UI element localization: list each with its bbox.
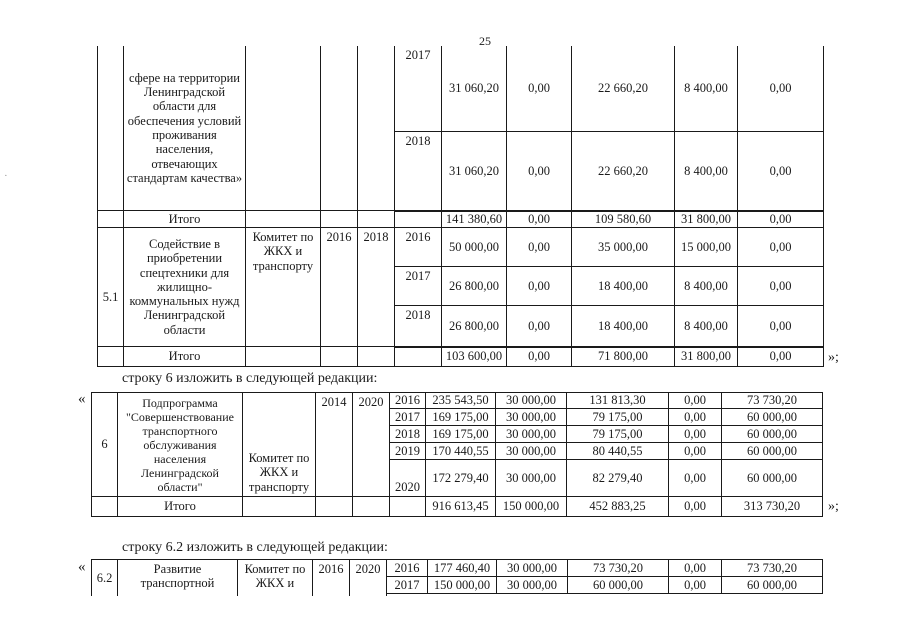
executor: Комитет по ЖКХ и транспорту [252, 230, 314, 273]
other-cell [721, 392, 823, 409]
start-year: 2016 [326, 230, 352, 244]
start-year: 2014 [321, 395, 347, 409]
executor-cell [237, 559, 313, 596]
itogo-federal: 150 000,00 [502, 499, 560, 514]
itogo-label-cell [117, 496, 243, 517]
federal-value: 30 000,00 [506, 426, 556, 441]
federal-value: 0,00 [528, 164, 550, 179]
itogo-regional: 109 580,60 [594, 211, 652, 226]
regional-value: 79 175,00 [592, 426, 643, 441]
year-cell [386, 559, 428, 577]
itogo-local: 0,00 [684, 499, 706, 514]
other-value: 60 000,00 [747, 409, 797, 424]
local-value: 15 000,00 [681, 239, 731, 254]
other-value: 0,00 [769, 81, 792, 96]
row-number: 6 [101, 437, 108, 452]
executor-cell [242, 496, 316, 517]
total-value: 150 000,00 [433, 577, 491, 592]
end-year: 2020 [358, 395, 384, 409]
total-cell [425, 392, 496, 409]
row-number: 6.2 [96, 570, 113, 585]
other-cell [721, 459, 823, 497]
local-cell [674, 305, 738, 348]
regional-value: 82 279,40 [592, 470, 643, 485]
itogo-regional: 71 800,00 [598, 349, 648, 364]
federal-value: 0,00 [528, 278, 550, 293]
regional-cell [566, 442, 669, 460]
total-value: 26 800,00 [449, 319, 499, 334]
page-number: 25 [479, 34, 491, 48]
local-cell [668, 392, 722, 409]
end-year-cell [357, 227, 395, 347]
executor-cell [242, 392, 316, 497]
federal-cell [506, 266, 572, 306]
itogo-local: 31 800,00 [681, 211, 731, 226]
other-value: 73 730,20 [747, 560, 797, 575]
local-value: 0,00 [684, 577, 706, 592]
other-cell [721, 408, 823, 426]
itogo-regional-cell [566, 496, 669, 517]
regional-value: 131 813,30 [589, 393, 646, 408]
measure-name: Подпрограмма "Совершенствование транспортного обслуживания населения Ленинградской области" [126, 395, 234, 494]
other-value: 60 000,00 [747, 443, 797, 458]
executor-cell [245, 346, 321, 367]
measure-name: Развитие транспортной [140, 562, 215, 591]
closing-quote: »; [828, 499, 839, 514]
other-value: 60 000,00 [747, 470, 797, 485]
total-cell [441, 266, 507, 306]
federal-value: 0,00 [528, 239, 550, 254]
row-number-cell [91, 559, 118, 596]
local-cell [668, 576, 722, 594]
itogo-label: Итого [168, 211, 201, 226]
total-value: 50 000,00 [449, 239, 499, 254]
year: 2018 [395, 426, 420, 441]
regional-value: 35 000,00 [598, 239, 648, 254]
end-year-cell [349, 559, 387, 596]
year: 2016 [405, 230, 431, 244]
total-cell [425, 425, 496, 443]
year: 2018 [405, 134, 431, 148]
measure-name-cell [123, 227, 246, 347]
year-cell [389, 425, 426, 443]
regional-value: 79 175,00 [592, 409, 643, 424]
itogo-label: Итого [164, 499, 196, 513]
other-cell [721, 559, 823, 577]
start-year-cell [320, 210, 358, 228]
other-value: 0,00 [769, 239, 792, 254]
itogo-label: Итого [168, 349, 201, 364]
year-cell [394, 131, 442, 212]
other-cell [737, 227, 824, 267]
measure-name: сфере на территории Ленинградской области для обеспечения условий проживания населения, отвечающих стандартам качества» [126, 70, 243, 185]
local-value: 0,00 [684, 426, 706, 441]
total-cell [441, 131, 507, 212]
end-year-cell [357, 346, 395, 367]
total-value: 235 543,50 [432, 393, 489, 408]
other-value: 73 730,20 [747, 393, 797, 408]
itogo-other: 313 730,20 [743, 499, 801, 514]
regional-value: 18 400,00 [598, 278, 648, 293]
federal-cell [495, 459, 567, 497]
local-value: 8 400,00 [684, 164, 728, 179]
federal-value: 0,00 [528, 81, 550, 96]
itogo-total-cell [441, 210, 507, 228]
federal-cell [506, 227, 572, 267]
itogo-regional: 452 883,25 [589, 499, 646, 514]
itogo-total-cell [441, 346, 507, 367]
year-cell [394, 46, 442, 132]
local-cell [674, 131, 738, 212]
row-number: 5.1 [102, 289, 119, 304]
federal-value: 30 000,00 [507, 560, 557, 575]
local-value: 8 400,00 [684, 81, 728, 96]
itogo-federal-cell [506, 346, 572, 367]
federal-value: 30 000,00 [506, 393, 556, 408]
total-value: 170 440,55 [432, 443, 489, 458]
regional-value: 80 440,55 [592, 443, 643, 458]
executor-cell [245, 46, 321, 211]
year: 2019 [395, 443, 420, 458]
itogo-total: 141 380,60 [445, 211, 503, 226]
start-year-cell [320, 346, 358, 367]
total-cell [427, 559, 497, 577]
federal-cell [506, 46, 572, 132]
year-cell [394, 266, 442, 306]
other-cell [721, 576, 823, 594]
itogo-label-cell [123, 210, 246, 228]
row-number-cell [97, 46, 124, 211]
year-cell [389, 392, 426, 409]
itogo-label-cell [123, 346, 246, 367]
local-value: 8 400,00 [684, 278, 728, 293]
other-cell [737, 305, 824, 348]
measure-name-cell [123, 46, 246, 211]
regional-cell [571, 227, 675, 267]
federal-value: 30 000,00 [506, 443, 556, 458]
executor: Комитет по ЖКХ и транспорту [248, 451, 310, 494]
itogo-other-cell [721, 496, 823, 517]
total-value: 169 175,00 [432, 426, 489, 441]
local-cell [668, 559, 722, 577]
measure-name-cell [117, 559, 238, 596]
local-cell [668, 425, 722, 443]
end-year-cell [352, 392, 390, 497]
opening-quote: « [78, 559, 86, 575]
federal-cell [496, 559, 568, 577]
itogo-regional-cell [571, 210, 675, 228]
executor-cell [245, 227, 321, 347]
total-cell [427, 576, 497, 594]
row-number-cell [97, 346, 124, 367]
itogo-local: 31 800,00 [681, 349, 731, 364]
other-cell [737, 266, 824, 306]
regional-value: 22 660,20 [598, 164, 648, 179]
year-cell [394, 227, 442, 267]
total-value: 172 279,40 [432, 470, 489, 485]
itogo-federal-cell [506, 210, 572, 228]
regional-cell [571, 305, 675, 348]
year: 2017 [395, 409, 420, 424]
executor: Комитет по ЖКХ и [244, 562, 306, 591]
itogo-other: 0,00 [769, 349, 792, 364]
federal-cell [506, 305, 572, 348]
start-year-cell [320, 46, 358, 211]
total-cell [425, 442, 496, 460]
regional-cell [566, 459, 669, 497]
end-year: 2018 [363, 230, 389, 244]
year-cell [389, 496, 426, 517]
itogo-federal-cell [495, 496, 567, 517]
year-cell [394, 305, 442, 348]
itogo-other-cell [737, 346, 824, 367]
row-number-cell [97, 210, 124, 228]
year-cell [394, 346, 442, 367]
federal-cell [495, 408, 567, 426]
regional-cell [571, 266, 675, 306]
other-value: 0,00 [769, 278, 792, 293]
year: 2017 [394, 577, 420, 592]
end-year-cell [357, 46, 395, 211]
end-year-cell [352, 496, 390, 517]
itogo-federal: 0,00 [528, 211, 550, 226]
opening-quote: « [78, 391, 86, 407]
regional-cell [566, 392, 669, 409]
regional-value: 22 660,20 [598, 81, 648, 96]
other-cell [721, 425, 823, 443]
itogo-other: 0,00 [769, 211, 792, 226]
other-value: 60 000,00 [747, 577, 797, 592]
itogo-federal: 0,00 [528, 349, 550, 364]
local-value: 0,00 [684, 443, 706, 458]
total-value: 31 060,20 [449, 81, 499, 96]
regional-cell [571, 131, 675, 212]
itogo-total: 916 613,45 [432, 499, 489, 514]
regional-value: 18 400,00 [598, 319, 648, 334]
year: 2020 [395, 479, 420, 494]
total-cell [441, 227, 507, 267]
federal-cell [495, 392, 567, 409]
total-cell [441, 305, 507, 348]
other-cell [721, 442, 823, 460]
start-year-cell [312, 559, 350, 596]
local-value: 0,00 [684, 409, 706, 424]
start-year-cell [315, 392, 353, 497]
year: 2018 [405, 308, 431, 322]
total-cell [441, 46, 507, 132]
other-value: 0,00 [769, 164, 792, 179]
instruction-row-6-2: строку 6.2 изложить в следующей редакции: [122, 540, 388, 555]
federal-value: 30 000,00 [506, 470, 556, 485]
federal-cell [496, 576, 568, 594]
itogo-regional-cell [571, 346, 675, 367]
end-year-cell [357, 210, 395, 228]
regional-value: 73 730,20 [593, 560, 643, 575]
year: 2017 [405, 48, 431, 62]
federal-cell [506, 131, 572, 212]
local-cell [668, 442, 722, 460]
total-value: 26 800,00 [449, 278, 499, 293]
regional-cell [567, 576, 669, 594]
measure-name: Содействие в приобретении спецтехники для жилищно-коммунальных нужд Ленинградской области [129, 236, 240, 337]
measure-name-cell [117, 392, 243, 497]
total-value: 31 060,20 [449, 164, 499, 179]
total-cell [425, 408, 496, 426]
regional-cell [566, 425, 669, 443]
itogo-total: 103 600,00 [445, 349, 503, 364]
closing-quote: »; [828, 350, 839, 365]
federal-value: 0,00 [528, 319, 550, 334]
itogo-local-cell [674, 346, 738, 367]
federal-cell [495, 425, 567, 443]
other-cell [737, 131, 824, 212]
year-cell [386, 576, 428, 594]
local-value: 0,00 [684, 560, 706, 575]
other-value: 60 000,00 [747, 426, 797, 441]
total-value: 177 460,40 [433, 560, 491, 575]
regional-cell [571, 46, 675, 132]
itogo-local-cell [668, 496, 722, 517]
total-value: 169 175,00 [432, 409, 489, 424]
local-value: 0,00 [684, 393, 706, 408]
year-cell [394, 210, 442, 228]
federal-value: 30 000,00 [507, 577, 557, 592]
itogo-local-cell [674, 210, 738, 228]
row-number-cell [91, 496, 118, 517]
regional-cell [567, 559, 669, 577]
year: 2016 [395, 393, 420, 408]
regional-value: 60 000,00 [593, 577, 643, 592]
scan-margin-mark: · [4, 170, 8, 182]
executor-cell [245, 210, 321, 228]
start-year: 2016 [318, 562, 344, 576]
other-value: 0,00 [769, 319, 792, 334]
start-year-cell [315, 496, 353, 517]
instruction-row-6: строку 6 изложить в следующей редакции: [122, 371, 378, 386]
local-value: 8 400,00 [684, 319, 728, 334]
itogo-total-cell [425, 496, 496, 517]
end-year: 2020 [355, 562, 381, 576]
year: 2017 [405, 269, 431, 283]
year-cell [389, 442, 426, 460]
other-cell [737, 46, 824, 132]
regional-cell [566, 408, 669, 426]
total-cell [425, 459, 496, 497]
local-cell [668, 408, 722, 426]
year-cell [389, 459, 426, 497]
row-number-cell [97, 227, 124, 347]
local-cell [674, 46, 738, 132]
local-cell [674, 227, 738, 267]
local-cell [668, 459, 722, 497]
itogo-other-cell [737, 210, 824, 228]
local-value: 0,00 [684, 470, 706, 485]
row-number-cell [91, 392, 118, 497]
federal-value: 30 000,00 [506, 409, 556, 424]
local-cell [674, 266, 738, 306]
year-cell [389, 408, 426, 426]
year: 2016 [394, 560, 420, 575]
federal-cell [495, 442, 567, 460]
start-year-cell [320, 227, 358, 347]
